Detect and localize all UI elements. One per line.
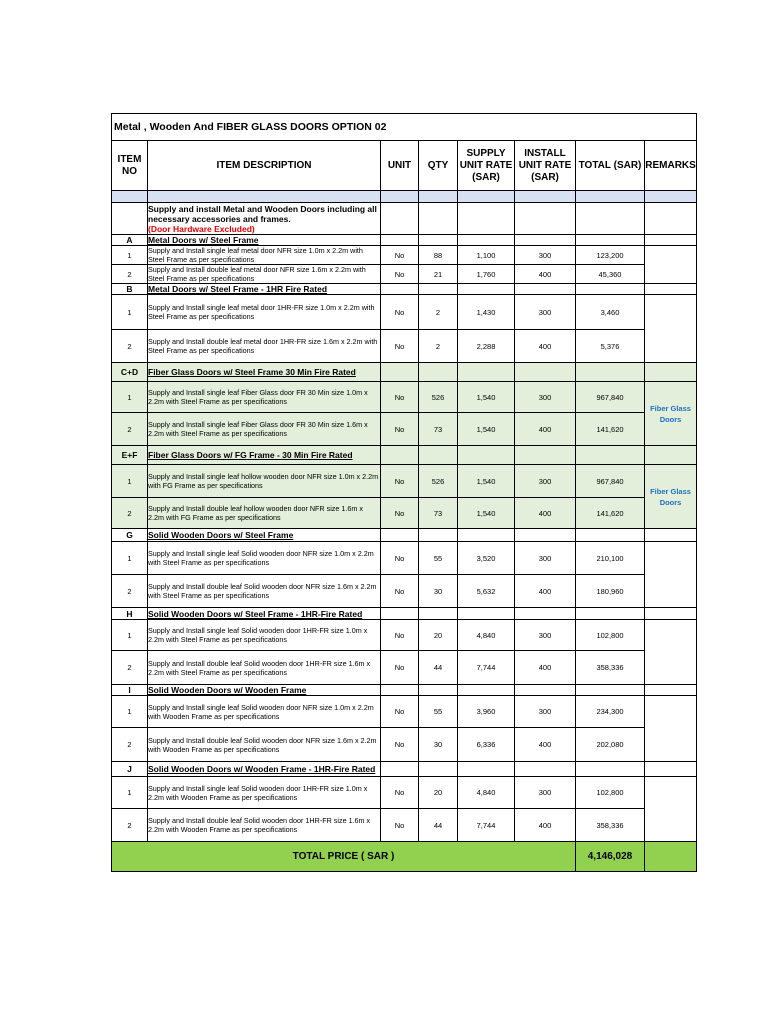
item-unit: No <box>381 295 419 330</box>
item-qty: 20 <box>419 777 458 809</box>
item-description: Supply and Install single leaf Solid wooden door 1HR-FR size 1.0m x 2.2m with Wooden Frame as per specifications <box>148 777 381 809</box>
item-no: 1 <box>112 620 148 651</box>
item-qty: 21 <box>419 265 458 284</box>
header-qty: QTY <box>419 141 458 191</box>
item-supply-rate: 3,960 <box>458 696 515 728</box>
item-qty: 2 <box>419 295 458 330</box>
table-row <box>112 465 697 498</box>
item-install-rate: 300 <box>515 777 576 809</box>
item-description: Supply and Install double leaf Solid wooden door NFR size 1.6m x 2.2m with Wooden Frame as per specifications <box>148 728 381 762</box>
header-total: TOTAL (SAR) <box>576 141 645 191</box>
item-remarks <box>645 295 697 363</box>
item-total: 234,300 <box>576 696 645 728</box>
section-title: Solid Wooden Doors w/ Steel Frame - 1HR-Fire Rated <box>148 608 381 620</box>
table-row <box>112 651 697 685</box>
table-row <box>112 330 697 363</box>
header-band <box>112 191 697 203</box>
item-supply-rate: 1,540 <box>458 465 515 498</box>
item-remarks: Fiber Glass Doors <box>645 465 697 529</box>
item-qty: 526 <box>419 465 458 498</box>
intro-text: Supply and install Metal and Wooden Doors including all necessary accessories and frames. <box>148 203 377 224</box>
item-unit: No <box>381 246 419 265</box>
total-label: TOTAL PRICE ( SAR ) <box>112 842 576 872</box>
item-total: 202,080 <box>576 728 645 762</box>
title-row <box>112 114 697 141</box>
item-install-rate: 400 <box>515 809 576 842</box>
item-description: Supply and Install single leaf Solid wooden door NFR size 1.0m x 2.2m with Wooden Frame as per specifications <box>148 696 381 728</box>
page-title: Metal , Wooden And FIBER GLASS DOORS OPTION 02 <box>112 114 697 141</box>
item-unit: No <box>381 542 419 575</box>
item-total: 210,100 <box>576 542 645 575</box>
table-row <box>112 777 697 809</box>
item-remarks: Fiber Glass Doors <box>645 382 697 446</box>
grand-total: 4,146,028 <box>576 842 645 872</box>
item-unit: No <box>381 498 419 529</box>
section-title: Fiber Glass Doors w/ Steel Frame 30 Min Fire Rated <box>148 363 381 382</box>
section-row <box>112 762 697 777</box>
item-description: Supply and Install single leaf Fiber Glass door FR 30 Min size 1.6m x 2.2m with Steel Frame as per specifications <box>148 413 381 446</box>
item-no: 1 <box>112 542 148 575</box>
item-supply-rate: 1,540 <box>458 413 515 446</box>
header-description: ITEM DESCRIPTION <box>148 141 381 191</box>
item-supply-rate: 3,520 <box>458 542 515 575</box>
item-description: Supply and Install double leaf Solid wooden door 1HR-FR size 1.6m x 2.2m with Steel Frame as per specifications <box>148 651 381 685</box>
item-supply-rate: 7,744 <box>458 809 515 842</box>
item-description: Supply and Install double leaf metal door 1HR-FR size 1.6m x 2.2m with Steel Frame as per specifications <box>148 330 381 363</box>
item-supply-rate: 1,760 <box>458 265 515 284</box>
item-supply-rate: 5,632 <box>458 575 515 608</box>
section-row <box>112 235 697 246</box>
item-total: 180,960 <box>576 575 645 608</box>
item-qty: 2 <box>419 330 458 363</box>
table-row <box>112 809 697 842</box>
item-total: 5,376 <box>576 330 645 363</box>
item-remarks <box>645 542 697 608</box>
item-install-rate: 400 <box>515 498 576 529</box>
item-no: 2 <box>112 498 148 529</box>
section-row <box>112 685 697 696</box>
item-unit: No <box>381 728 419 762</box>
section-row <box>112 363 697 382</box>
item-qty: 73 <box>419 413 458 446</box>
header-remarks: REMARKS <box>645 141 697 191</box>
section-row <box>112 529 697 542</box>
item-install-rate: 300 <box>515 542 576 575</box>
item-install-rate: 300 <box>515 465 576 498</box>
section-title: Solid Wooden Doors w/ Wooden Frame - 1HR-Fire Rated <box>148 762 381 777</box>
item-supply-rate: 4,840 <box>458 620 515 651</box>
item-qty: 55 <box>419 696 458 728</box>
item-unit: No <box>381 330 419 363</box>
item-qty: 44 <box>419 809 458 842</box>
section-code: C+D <box>112 363 148 382</box>
section-row <box>112 446 697 465</box>
section-code: E+F <box>112 446 148 465</box>
item-remarks <box>645 777 697 842</box>
item-unit: No <box>381 382 419 413</box>
section-code: G <box>112 529 148 542</box>
table-row <box>112 498 697 529</box>
item-no: 1 <box>112 465 148 498</box>
item-install-rate: 400 <box>515 651 576 685</box>
header-unit: UNIT <box>381 141 419 191</box>
item-remarks <box>645 620 697 685</box>
item-total: 3,460 <box>576 295 645 330</box>
intro-excluded-note: (Door Hardware Excluded) <box>148 223 255 234</box>
item-install-rate: 300 <box>515 696 576 728</box>
section-title: Metal Doors w/ Steel Frame - 1HR Fire Rated <box>148 284 381 295</box>
item-description: Supply and Install single leaf metal door NFR size 1.0m x 2.2m with Steel Frame as per specifications <box>148 246 381 265</box>
item-total: 358,336 <box>576 809 645 842</box>
item-description: Supply and Install single leaf metal door 1HR-FR size 1.0m x 2.2m with Steel Frame as per specifications <box>148 295 381 330</box>
item-no: 2 <box>112 413 148 446</box>
item-total: 45,360 <box>576 265 645 284</box>
boq-table <box>111 113 697 872</box>
item-no: 2 <box>112 728 148 762</box>
item-no: 1 <box>112 295 148 330</box>
item-install-rate: 400 <box>515 728 576 762</box>
section-code: H <box>112 608 148 620</box>
item-description: Supply and Install single leaf Fiber Glass door FR 30 Min size 1.0m x 2.2m with Steel Frame as per specifications <box>148 382 381 413</box>
item-no: 2 <box>112 265 148 284</box>
item-description: Supply and Install double leaf Solid wooden door 1HR-FR size 1.6m x 2.2m with Wooden Frame as per specifications <box>148 809 381 842</box>
item-supply-rate: 1,540 <box>458 498 515 529</box>
item-install-rate: 400 <box>515 575 576 608</box>
item-unit: No <box>381 620 419 651</box>
item-qty: 20 <box>419 620 458 651</box>
item-unit: No <box>381 575 419 608</box>
table-row <box>112 575 697 608</box>
table-row <box>112 295 697 330</box>
table-row <box>112 696 697 728</box>
header-supply-rate: SUPPLY UNIT RATE (SAR) <box>458 141 515 191</box>
table-row <box>112 620 697 651</box>
item-install-rate: 300 <box>515 246 576 265</box>
section-title: Fiber Glass Doors w/ FG Frame - 30 Min Fire Rated <box>148 446 381 465</box>
item-install-rate: 400 <box>515 413 576 446</box>
item-supply-rate: 4,840 <box>458 777 515 809</box>
total-row <box>112 842 697 872</box>
section-row <box>112 608 697 620</box>
item-unit: No <box>381 696 419 728</box>
item-install-rate: 400 <box>515 265 576 284</box>
item-total: 967,840 <box>576 465 645 498</box>
item-qty: 30 <box>419 728 458 762</box>
section-code: A <box>112 235 148 246</box>
item-total: 967,840 <box>576 382 645 413</box>
header-item-no: ITEM NO <box>112 141 148 191</box>
item-no: 1 <box>112 777 148 809</box>
header-row <box>112 141 697 191</box>
item-supply-rate: 6,336 <box>458 728 515 762</box>
item-qty: 88 <box>419 246 458 265</box>
item-remarks <box>645 696 697 762</box>
item-total: 102,800 <box>576 777 645 809</box>
item-qty: 55 <box>419 542 458 575</box>
table-row <box>112 542 697 575</box>
item-supply-rate: 1,100 <box>458 246 515 265</box>
item-no: 1 <box>112 696 148 728</box>
item-qty: 44 <box>419 651 458 685</box>
item-description: Supply and Install single leaf Solid wooden door 1HR-FR size 1.0m x 2.2m with Steel Frame as per specifications <box>148 620 381 651</box>
item-remarks <box>645 246 697 284</box>
table-row <box>112 246 697 265</box>
item-total: 102,800 <box>576 620 645 651</box>
intro-description <box>148 203 381 235</box>
item-supply-rate: 7,744 <box>458 651 515 685</box>
item-supply-rate: 1,540 <box>458 382 515 413</box>
section-code: J <box>112 762 148 777</box>
table-row <box>112 413 697 446</box>
header-install-rate: INSTALL UNIT RATE (SAR) <box>515 141 576 191</box>
item-total: 141,620 <box>576 413 645 446</box>
section-title: Solid Wooden Doors w/ Steel Frame <box>148 529 381 542</box>
item-qty: 30 <box>419 575 458 608</box>
section-code: I <box>112 685 148 696</box>
section-title: Solid Wooden Doors w/ Wooden Frame <box>148 685 381 696</box>
item-supply-rate: 1,430 <box>458 295 515 330</box>
item-description: Supply and Install double leaf metal door NFR size 1.6m x 2.2m with Steel Frame as per specifications <box>148 265 381 284</box>
item-unit: No <box>381 413 419 446</box>
item-no: 1 <box>112 246 148 265</box>
item-description: Supply and Install single leaf hollow wooden door NFR size 1.0m x 2.2m with FG Frame as per specifications <box>148 465 381 498</box>
item-description: Supply and Install double leaf Solid wooden door NFR size 1.6m x 2.2m with Steel Frame as per specifications <box>148 575 381 608</box>
section-title: Metal Doors w/ Steel Frame <box>148 235 381 246</box>
item-total: 123,200 <box>576 246 645 265</box>
item-qty: 526 <box>419 382 458 413</box>
table-row <box>112 728 697 762</box>
section-row <box>112 284 697 295</box>
item-no: 2 <box>112 575 148 608</box>
item-unit: No <box>381 465 419 498</box>
item-no: 2 <box>112 809 148 842</box>
item-no: 1 <box>112 382 148 413</box>
item-unit: No <box>381 265 419 284</box>
item-supply-rate: 2,288 <box>458 330 515 363</box>
item-unit: No <box>381 809 419 842</box>
table-row <box>112 265 697 284</box>
item-unit: No <box>381 651 419 685</box>
item-install-rate: 400 <box>515 330 576 363</box>
item-install-rate: 300 <box>515 295 576 330</box>
item-unit: No <box>381 777 419 809</box>
item-install-rate: 300 <box>515 620 576 651</box>
item-total: 141,620 <box>576 498 645 529</box>
item-description: Supply and Install single leaf Solid wooden door NFR size 1.0m x 2.2m with Steel Frame as per specifications <box>148 542 381 575</box>
item-no: 2 <box>112 651 148 685</box>
item-install-rate: 300 <box>515 382 576 413</box>
item-description: Supply and Install double leaf hollow wooden door NFR size 1.6m x 2.2m with FG Frame as per specifications <box>148 498 381 529</box>
item-qty: 73 <box>419 498 458 529</box>
intro-row <box>112 203 697 235</box>
item-total: 358,336 <box>576 651 645 685</box>
table-row <box>112 382 697 413</box>
item-no: 2 <box>112 330 148 363</box>
section-code: B <box>112 284 148 295</box>
